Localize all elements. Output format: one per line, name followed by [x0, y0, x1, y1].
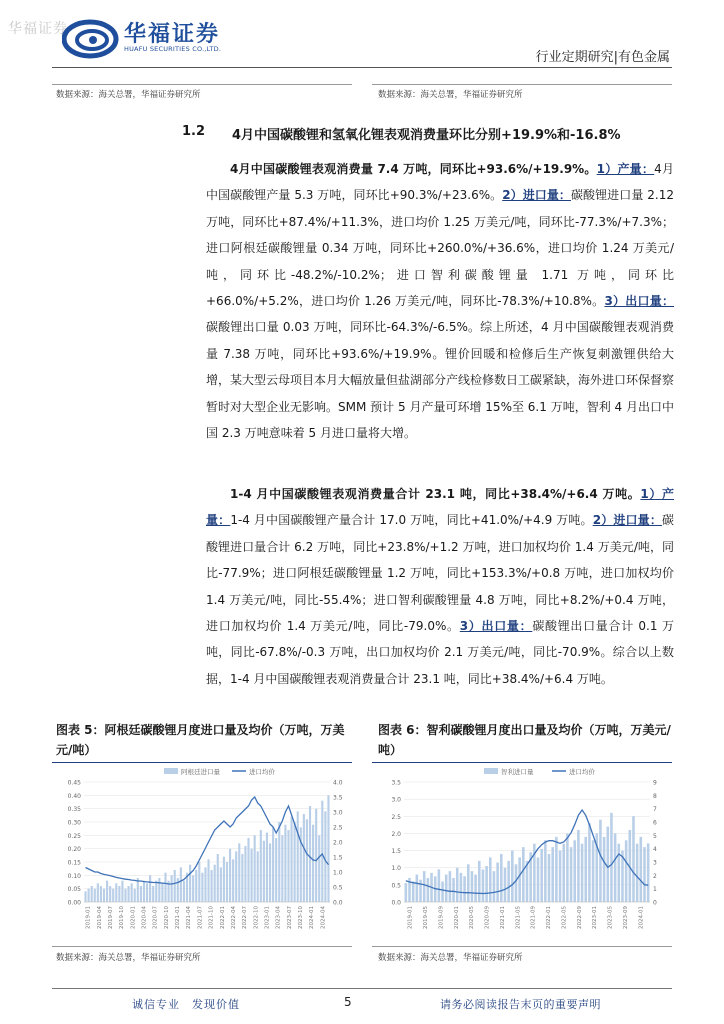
fig5-bar: [211, 870, 213, 902]
fig5-bar: [272, 827, 274, 902]
fig5-bar: [204, 867, 206, 902]
fig5-left-tick: 0.15: [67, 859, 81, 867]
watermark-text: 华福证券: [8, 21, 68, 37]
fig5-bar: [251, 849, 253, 902]
fig6-bar: [610, 813, 613, 902]
fig6-bar: [544, 840, 547, 902]
fig5-bar: [303, 814, 305, 902]
fig5-x-tick: 2020-04: [141, 906, 148, 929]
fig5-bar: [226, 862, 228, 902]
fig5-x-tick: 2022-07: [242, 905, 249, 929]
fig5-bar: [158, 878, 160, 902]
fig5-right-tick: 0.5: [333, 884, 343, 892]
fig6-bar: [445, 875, 448, 902]
fig6-right-tick: 6: [653, 819, 657, 827]
fig6-bar: [573, 840, 576, 902]
fig6-bar: [566, 833, 569, 902]
fig6-bar: [559, 851, 562, 902]
fig5-left-tick: 0.30: [67, 819, 81, 827]
fig6-right-tick: 7: [653, 806, 657, 814]
fig6-bar: [507, 861, 510, 902]
fig5-x-tick: 2022-10: [253, 905, 260, 929]
figure-5-title: 图表 5：阿根廷碳酸锂月度进口量及均价（万吨，万美元/吨）: [56, 723, 345, 757]
fig6-x-tick: 2024-01: [638, 905, 645, 929]
fig6-bar: [555, 837, 558, 902]
fig5-left-tick: 0.20: [67, 846, 81, 854]
para1-heading-export: 3）出口量：: [604, 294, 674, 309]
para2-heading-export: 3）出口量：: [459, 619, 533, 634]
footer-slogan: 诚信专业 发现价值: [132, 998, 240, 1011]
fig6-bar: [640, 837, 643, 902]
fig5-legend-bar-swatch: [164, 768, 178, 774]
fig6-bar: [618, 844, 621, 902]
fig6-bar: [467, 864, 470, 902]
fig5-bar: [195, 870, 197, 902]
fig6-bar: [419, 880, 422, 902]
fig5-bar: [278, 822, 280, 902]
fig5-left-tick: 0.45: [67, 779, 81, 787]
fig5-x-tick: 2022-01: [219, 906, 226, 930]
top-source-left: 数据来源：海关总署，华福证券研究所: [56, 90, 201, 100]
fig5-bar: [183, 881, 185, 902]
fig5-x-tick: 2023-04: [275, 906, 282, 930]
figure-5-source-divider: [52, 946, 352, 947]
fig5-bar: [266, 833, 268, 902]
report-type: 行业定期研究|有色金属: [535, 50, 670, 65]
fig6-bar: [632, 816, 635, 902]
fig6-x-tick: 2021-05: [515, 905, 522, 929]
fig5-bar: [269, 843, 271, 902]
para2-text-export: 碳酸锂出口量合计 0.1 万吨，同比-67.8%/-0.3 万吨，出口加权均价 2.1 万美元/吨，同比-70.9%。综合以上数据，1-4 月中国碳酸锂表观消费量合计 23.1 吨，同比+38.4%/+6.4 万吨。: [206, 619, 674, 686]
fig5-bar: [241, 854, 243, 902]
para1-text-import: 碳酸锂进口量 2.12 万吨，同环比+87.4%/+11.3%，进口均价 1.25 万美元/吨，同环比-77.3%/+7.3%；进口阿根廷碳酸锂量 0.34 万吨，同环比+260.0%/+36.6%，进口均价 1.24 万美元/吨，同环比-48.2%/-10.2%；进口智利碳酸锂量 1.71 万吨，同环比+66.0%/+5.2%，进口均价 1.26 万美元/吨，同环比-78.3%/+10.8%。: [206, 188, 674, 309]
fig5-bar: [128, 886, 130, 902]
fig5-bar: [109, 886, 111, 902]
logo-swirl-icon: [62, 16, 120, 62]
fig6-bar: [603, 837, 606, 902]
fig5-bar: [164, 873, 166, 902]
fig5-bar: [263, 841, 265, 902]
paragraph-1: [206, 156, 674, 446]
fig5-left-tick: 0.40: [67, 792, 81, 800]
fig5-bar: [149, 875, 151, 902]
fig6-bar: [540, 849, 543, 902]
para2-text-import: 碳酸锂进口量合计 6.2 万吨，同比+23.8%/+1.2 万吨，进口加权均价 1.4 万美元/吨，同比-77.9%；进口阿根廷碳酸锂量 1.2 万吨，同比+153.3%/+0.8 万吨，进口加权均价 1.4 万美元/吨，同比-55.4%；进口智利碳酸锂量 4.8 万吨，同比+8.2%/+0.4 万吨，进口加权均价 1.4 万美元/吨，同比-79.0%。: [206, 513, 674, 634]
fig5-bar: [235, 851, 237, 902]
fig5-right-tick: 3.5: [333, 794, 343, 802]
para2-heading-production: 1）产量：: [206, 487, 674, 528]
fig5-bar: [207, 859, 209, 902]
figure-5-source: 数据来源：海关总署，华福证券研究所: [56, 953, 201, 963]
fig5-left-tick: 0.05: [67, 886, 81, 894]
fig5-bar: [260, 830, 262, 902]
fig6-x-tick: 2022-09: [576, 905, 583, 929]
figure-6-chart: [374, 764, 672, 940]
fig6-x-tick: 2022-01: [546, 906, 553, 930]
fig5-bar: [161, 883, 163, 902]
fig6-bar: [581, 844, 584, 902]
fig5-x-tick: 2019-04: [96, 906, 103, 930]
fig6-bar: [504, 868, 507, 902]
fig6-bar: [438, 869, 441, 902]
paragraph-2: [206, 481, 674, 692]
fig5-bar: [309, 806, 311, 902]
fig6-bar: [496, 863, 499, 902]
fig5-left-tick: 0.00: [67, 899, 81, 907]
fig6-x-tick: 2023-09: [622, 905, 629, 929]
fig6-left-tick: 3.0: [391, 796, 401, 804]
fig6-right-tick: 1: [653, 886, 657, 894]
fig6-bar: [441, 881, 444, 902]
fig5-bar: [143, 881, 145, 902]
fig5-bar: [146, 883, 148, 902]
fig5-bar: [306, 819, 308, 902]
fig5-bar: [140, 886, 142, 902]
footer-divider: [52, 988, 672, 989]
fig6-bar: [570, 847, 573, 902]
fig6-bar: [482, 869, 485, 902]
fig6-x-tick: 2020-01: [453, 905, 460, 929]
fig5-x-tick: 2020-10: [163, 906, 170, 930]
fig6-right-tick: 2: [653, 872, 657, 880]
fig5-bar: [201, 873, 203, 902]
company-name-en: HUAFU SECURITIES CO.,LTD.: [124, 45, 222, 53]
fig6-bar: [562, 844, 565, 902]
fig6-right-tick: 9: [653, 779, 657, 787]
fig6-bar: [518, 857, 521, 902]
figure-5-chart: [54, 764, 352, 940]
fig6-right-tick: 4: [653, 846, 657, 854]
fig6-x-tick: 2023-05: [607, 906, 614, 930]
source-divider-right: [372, 84, 672, 85]
fig6-left-tick: 1.5: [391, 848, 401, 856]
fig5-bar: [229, 849, 231, 902]
para2-heading-import: 2）进口量：: [592, 513, 662, 528]
fig6-bar: [537, 857, 540, 902]
fig6-bar: [577, 830, 580, 902]
fig5-legend: [164, 767, 276, 776]
para1-heading-import: 2）进口量：: [502, 188, 571, 203]
fig6-legend-bar-swatch: [484, 768, 498, 774]
fig5-x-tick: 2019-10: [119, 905, 126, 929]
fig6-bar: [452, 878, 455, 902]
para2-lead: 1-4 月中国碳酸锂表观消费量合计 23.1 吨，同比+38.4%/+6.4 万吨。: [230, 487, 641, 501]
fig5-bar: [324, 811, 326, 902]
fig5-x-tick: 2023-10: [298, 905, 304, 929]
fig6-right-tick: 5: [653, 832, 657, 840]
fig5-bar: [152, 886, 154, 902]
fig5-x-tick: 2019-07: [108, 906, 114, 930]
fig5-right-tick: 2.5: [333, 824, 343, 832]
fig5-x-tick: 2023-01: [264, 906, 271, 929]
fig6-left-tick: 0.5: [391, 882, 401, 890]
page-number: 5: [344, 995, 352, 1009]
fig6-x-tick: 2019-09: [438, 905, 445, 929]
fig5-x-tick: 2021-04: [186, 905, 193, 929]
fig5-x-tick: 2024-04: [320, 905, 327, 929]
fig5-bar: [232, 859, 234, 902]
fig6-x-tick: 2021-01: [499, 905, 506, 929]
fig5-bar: [223, 857, 225, 902]
fig5-bar: [294, 822, 296, 902]
figure-6-rule: [372, 762, 672, 763]
fig6-bar: [599, 820, 602, 902]
figure-6-source: 数据来源：海关总署，华福证券研究所: [378, 953, 523, 963]
fig6-legend: [484, 767, 596, 776]
para1-heading-production: 1）产量：: [596, 162, 655, 176]
fig6-bar: [551, 847, 554, 902]
fig5-bar: [91, 886, 93, 902]
fig5-x-tick: 2021-01: [175, 905, 181, 929]
fig6-bar: [592, 840, 595, 902]
fig5-bar: [134, 889, 136, 902]
fig5-x-tick: 2024-01: [309, 905, 316, 929]
top-source-right: 数据来源：海关总署，华福证券研究所: [378, 90, 523, 100]
fig5-left-tick: 0.25: [67, 832, 81, 840]
fig5-x-tick: 2021-07: [197, 905, 204, 929]
header-divider: [52, 67, 672, 68]
fig5-bar: [131, 883, 133, 902]
fig5-bar: [327, 795, 329, 902]
fig5-bar: [103, 889, 105, 902]
fig5-bar: [275, 838, 277, 902]
fig6-bar: [478, 861, 481, 902]
fig5-right-tick: 3.0: [333, 809, 343, 817]
fig5-bar: [257, 851, 259, 902]
fig5-bar: [174, 870, 176, 902]
fig5-right-tick: 4.0: [333, 779, 343, 787]
fig5-x-tick: 2022-04: [231, 906, 237, 930]
fig5-x-tick: 2020-07: [152, 906, 159, 930]
section-number: 1.2: [182, 124, 206, 139]
fig5-bar: [214, 865, 216, 902]
figure-6-title: 图表 6：智利碳酸锂月度出口量及均价（万吨，万美元/吨）: [378, 723, 671, 757]
fig5-bar: [297, 811, 299, 902]
fig5-bar: [217, 854, 219, 902]
fig6-right-tick: 3: [653, 859, 657, 867]
fig5-bar: [290, 817, 292, 902]
para2-text-production: 1-4 月中国碳酸锂产量合计 17.0 万吨，同比+41.0%/+4.9 万吨。: [230, 513, 593, 528]
source-divider-left: [52, 84, 352, 85]
fig5-left-tick: 0.35: [67, 806, 81, 814]
fig6-bar: [548, 854, 551, 902]
fig5-bar: [287, 830, 289, 902]
fig6-legend-line-label: 进口均价: [569, 768, 595, 776]
fig5-bar: [155, 881, 157, 902]
fig6-bar: [405, 883, 408, 902]
fig6-x-tick: 2021-09: [530, 906, 537, 929]
fig6-bar: [416, 875, 419, 902]
fig5-bar: [281, 835, 283, 902]
fig6-left-tick: 3.5: [391, 779, 401, 787]
fig5-bar: [84, 891, 86, 902]
fig6-x-tick: 2020-05: [469, 906, 476, 929]
fig5-bar: [112, 889, 114, 902]
fig6-x-tick: 2020-09: [484, 906, 491, 930]
fig6-bar: [625, 840, 628, 902]
fig6-bar: [427, 878, 430, 902]
fig5-bar: [180, 867, 182, 902]
fig5-bar: [106, 881, 108, 902]
fig5-bar: [318, 835, 320, 902]
fig6-legend-bar-label: 智利进口量: [501, 768, 534, 776]
fig6-right-tick: 0: [653, 899, 657, 907]
fig5-right-tick: 1.5: [333, 854, 343, 862]
fig5-x-tick: 2023-07: [286, 906, 293, 930]
fig6-left-tick: 2.0: [391, 830, 401, 838]
fig5-bar: [198, 862, 200, 902]
fig5-bar: [244, 846, 246, 902]
fig6-bar: [493, 871, 496, 902]
fig5-bar: [220, 867, 222, 902]
figure-5-rule: [52, 762, 352, 763]
fig5-bar: [321, 801, 323, 902]
fig6-x-tick: 2019-01: [407, 906, 414, 929]
fig5-legend-bar-label: 阿根廷进口量: [181, 768, 220, 776]
fig5-right-tick: 0.0: [333, 899, 343, 907]
company-name-cn: 华福证券: [124, 22, 221, 47]
fig6-bar: [474, 875, 477, 902]
fig6-bar: [511, 851, 514, 902]
fig6-bar: [636, 844, 639, 902]
fig5-bar: [124, 889, 126, 902]
fig5-bar: [171, 875, 173, 902]
fig6-bar: [449, 871, 452, 902]
fig6-bar: [647, 843, 650, 902]
fig6-right-tick: 8: [653, 792, 657, 800]
fig6-bar: [456, 868, 459, 902]
fig6-bar: [463, 876, 466, 902]
fig5-bar: [312, 825, 314, 902]
fig6-bar: [606, 827, 609, 902]
fig5-x-tick: 2019-01: [85, 906, 92, 929]
fig5-legend-line-label: 进口均价: [249, 768, 275, 776]
fig6-left-tick: 0.0: [391, 899, 401, 907]
fig6-bar: [588, 823, 591, 902]
fig5-left-tick: 0.10: [67, 872, 81, 880]
fig6-bar: [500, 854, 503, 902]
fig5-bar: [189, 865, 191, 902]
fig5-bar: [94, 889, 96, 902]
fig6-left-tick: 1.0: [391, 865, 401, 873]
fig5-bar: [115, 883, 117, 902]
fig5-x-tick: 2021-10: [208, 906, 215, 929]
fig6-x-tick: 2019-05: [423, 906, 430, 930]
fig6-x-tick: 2023-01: [592, 906, 599, 929]
fig5-bar: [88, 889, 90, 902]
fig6-left-tick: 2.5: [391, 813, 401, 821]
para1-lead: 4月中国碳酸锂表观消费量 7.4 万吨，同环比+93.6%/+19.9%。: [230, 162, 597, 176]
fig5-bar: [254, 835, 256, 902]
fig5-right-tick: 2.0: [333, 839, 343, 847]
para1-text-production: 4月中国碳酸锂产量 5.3 万吨，同环比+90.3%/+23.6%。: [206, 162, 675, 203]
footer-disclaimer: 请务必阅读报告末页的重要声明: [440, 998, 601, 1011]
fig5-bar: [97, 883, 99, 902]
fig6-bar: [584, 837, 587, 902]
fig6-bar: [515, 864, 518, 902]
fig5-bar: [121, 881, 123, 902]
fig6-x-tick: 2022-05: [561, 905, 568, 929]
fig6-bar: [489, 857, 492, 902]
section-title: 4月中国碳酸锂和氢氧化锂表观消费量环比分别+19.9%和-16.8%: [232, 128, 621, 143]
para1-text-export: 碳酸锂出口量 0.03 万吨，同环比-64.3%/-6.5%。综上所述，4 月中国碳酸锂表观消费量 7.38 万吨，同环比+93.6%/+19.9%。锂价回暖和检修后生产恢复刺激锂供给大增，某大型云母项目本月大幅放量但盐湖部分产线检修数日工碳紧缺，海外进口环保督察暂时对大型企业无影响。SMM 预计 5 月产量可环增 15%至 6.1 万吨，智利 4 月出口中国 2.3 万吨意味着 5 月进口量将大增。: [206, 320, 675, 441]
fig5-right-tick: 1.0: [333, 869, 343, 877]
fig6-bar: [643, 847, 646, 902]
fig6-bar: [471, 871, 474, 902]
fig5-bar: [238, 843, 240, 902]
company-logo: [62, 16, 252, 62]
fig6-bar: [485, 866, 488, 902]
fig5-bar: [284, 825, 286, 902]
figure-6-source-divider: [372, 946, 672, 947]
fig5-bar: [315, 809, 317, 902]
fig6-bar: [460, 873, 463, 902]
fig6-bar: [522, 847, 525, 902]
fig5-x-tick: 2020-01: [130, 905, 137, 929]
fig6-bar: [412, 881, 415, 902]
fig5-bar: [192, 875, 194, 902]
fig6-bar: [423, 871, 426, 902]
fig6-bar: [614, 833, 617, 902]
fig5-bar: [118, 886, 120, 902]
fig5-bar: [247, 838, 249, 902]
fig5-bar: [100, 886, 102, 902]
